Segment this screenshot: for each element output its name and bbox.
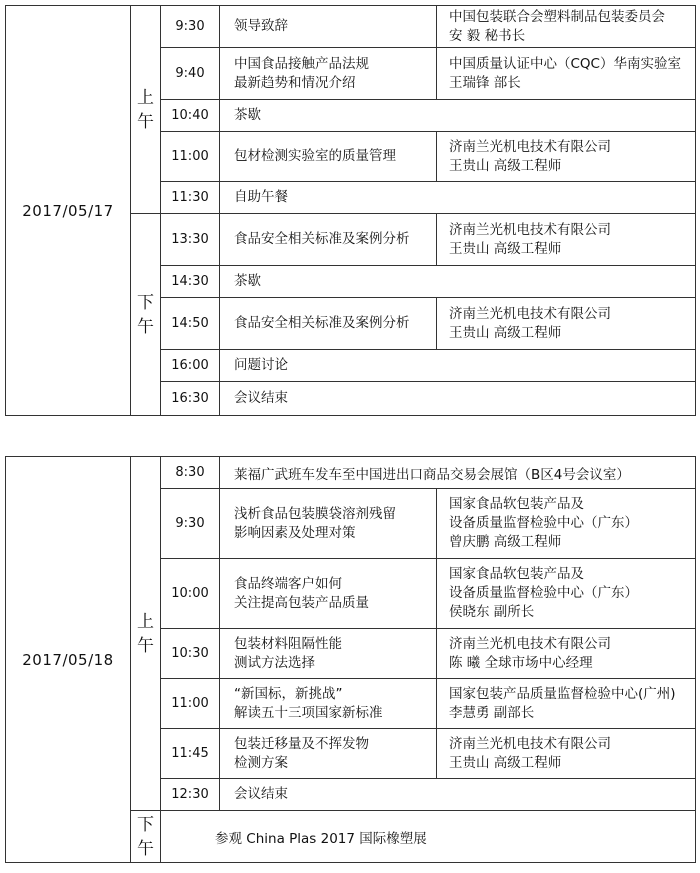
speaker-line: 曾庆鹏 高级工程师	[449, 534, 562, 550]
speaker-line: 国家包装产品质量监督检验中心(广州)	[449, 685, 676, 702]
topic-cell	[220, 559, 437, 629]
topic-line: 解读五十三项国家新标准	[234, 704, 383, 721]
topic-line: 包材检测实验室的质量管理	[234, 148, 396, 164]
topic-line: 测试方法选择	[234, 654, 315, 671]
topic-cell	[220, 382, 696, 416]
speaker-line: 王贵山 高级工程师	[449, 754, 562, 771]
topic-line: 浅析食品包装膜袋溶剂残留	[234, 505, 396, 522]
schedule-row	[6, 6, 696, 48]
speaker-line: 安 毅 秘书长	[449, 27, 526, 44]
topic-cell	[220, 679, 437, 729]
speaker-line: 设备质量监督检验中心（广东）	[449, 515, 638, 531]
speaker-cell	[437, 489, 696, 559]
topic-cell	[220, 457, 696, 489]
speaker-line: 济南兰光机电技术有限公司	[449, 138, 611, 155]
speaker-line: 中国包装联合会塑料制品包装委员会	[449, 8, 665, 25]
speaker-line: 王贵山 高级工程师	[449, 157, 562, 174]
period-afternoon: 下 午	[131, 811, 161, 863]
time-cell: 10:00	[161, 559, 220, 629]
speaker-cell	[437, 679, 696, 729]
speaker-cell	[437, 729, 696, 779]
time-cell: 11:45	[161, 729, 220, 779]
speaker-line: 陈 曦 全球市场中心经理	[449, 654, 593, 671]
time-cell: 9:30	[161, 489, 220, 559]
topic-line: 包装迁移量及不挥发物	[234, 735, 369, 752]
speaker-cell	[437, 629, 696, 679]
speaker-cell	[437, 6, 696, 48]
time-cell: 16:00	[161, 350, 220, 382]
time-cell: 11:30	[161, 182, 220, 214]
afternoon-event: 参观 China Plas 2017 国际橡塑展	[161, 811, 696, 863]
topic-cell	[220, 629, 437, 679]
speaker-line: 侯晓东 副所长	[449, 604, 535, 620]
time-cell: 9:40	[161, 48, 220, 100]
schedule-day2	[5, 456, 696, 863]
speaker-cell	[437, 214, 696, 266]
topic-cell	[220, 489, 437, 559]
topic-cell	[220, 729, 437, 779]
period-afternoon: 下 午	[131, 214, 161, 416]
time-cell: 13:30	[161, 214, 220, 266]
time-cell: 8:30	[161, 457, 220, 489]
topic-cell	[220, 132, 437, 182]
topic-line: 检测方案	[234, 754, 288, 771]
session-date: 2017/05/17	[6, 6, 131, 416]
topic-line: 问题讨论	[234, 357, 288, 373]
topic-line: 自助午餐	[234, 189, 288, 205]
time-cell: 9:30	[161, 6, 220, 48]
topic-line: 领导致辞	[234, 18, 288, 34]
schedule-row	[6, 457, 696, 489]
topic-line: 包装材料阻隔性能	[234, 635, 342, 652]
topic-cell	[220, 214, 437, 266]
topic-line: 中国食品接触产品法规	[234, 55, 369, 72]
topic-line: 茶歇	[234, 107, 261, 123]
topic-line: 莱福广武班车发车至中国进出口商品交易会展馆（B区4号会议室）	[234, 466, 630, 483]
time-cell: 12:30	[161, 779, 220, 811]
topic-line: 食品安全相关标准及案例分析	[234, 315, 410, 331]
time-cell: 10:40	[161, 100, 220, 132]
period-morning: 上 午	[131, 6, 161, 214]
schedule-day1	[5, 5, 696, 416]
speaker-line: 王贵山 高级工程师	[449, 324, 562, 341]
topic-line: 食品终端客户如何	[234, 575, 342, 592]
speaker-cell	[437, 298, 696, 350]
time-cell: 11:00	[161, 132, 220, 182]
period-morning: 上 午	[131, 457, 161, 811]
topic-line: 茶歇	[234, 273, 261, 289]
topic-cell	[220, 350, 696, 382]
speaker-line: 中国质量认证中心（CQC）华南实验室	[449, 55, 681, 72]
topic-cell	[220, 266, 696, 298]
time-cell: 16:30	[161, 382, 220, 416]
topic-line: 会议结束	[234, 390, 288, 406]
topic-cell	[220, 100, 696, 132]
speaker-cell	[437, 132, 696, 182]
topic-cell	[220, 6, 437, 48]
topic-line: 食品安全相关标准及案例分析	[234, 231, 410, 247]
topic-cell	[220, 779, 696, 811]
topic-line: 最新趋势和情况介绍	[234, 74, 356, 91]
speaker-line: 济南兰光机电技术有限公司	[449, 221, 611, 238]
speaker-line: 李慧勇 副部长	[449, 704, 535, 721]
topic-line: 关注提高包装产品质量	[234, 594, 369, 611]
time-cell: 14:30	[161, 266, 220, 298]
speaker-line: 设备质量监督检验中心（广东）	[449, 585, 638, 601]
topic-cell	[220, 48, 437, 100]
topic-line: 影响因素及处理对策	[234, 524, 356, 541]
time-cell: 10:30	[161, 629, 220, 679]
speaker-cell	[437, 559, 696, 629]
speaker-cell	[437, 48, 696, 100]
topic-cell	[220, 298, 437, 350]
speaker-line: 王贵山 高级工程师	[449, 240, 562, 257]
speaker-line: 王瑞锋 部长	[449, 74, 521, 91]
topic-line: 会议结束	[234, 786, 288, 802]
time-cell: 14:50	[161, 298, 220, 350]
speaker-line: 国家食品软包装产品及	[449, 496, 584, 512]
session-date: 2017/05/18	[6, 457, 131, 863]
speaker-line: 济南兰光机电技术有限公司	[449, 635, 611, 652]
time-cell: 11:00	[161, 679, 220, 729]
topic-cell	[220, 182, 696, 214]
speaker-line: 济南兰光机电技术有限公司	[449, 305, 611, 322]
topic-line: “新国标，新挑战”	[234, 685, 343, 702]
speaker-line: 国家食品软包装产品及	[449, 566, 584, 582]
speaker-line: 济南兰光机电技术有限公司	[449, 735, 611, 752]
